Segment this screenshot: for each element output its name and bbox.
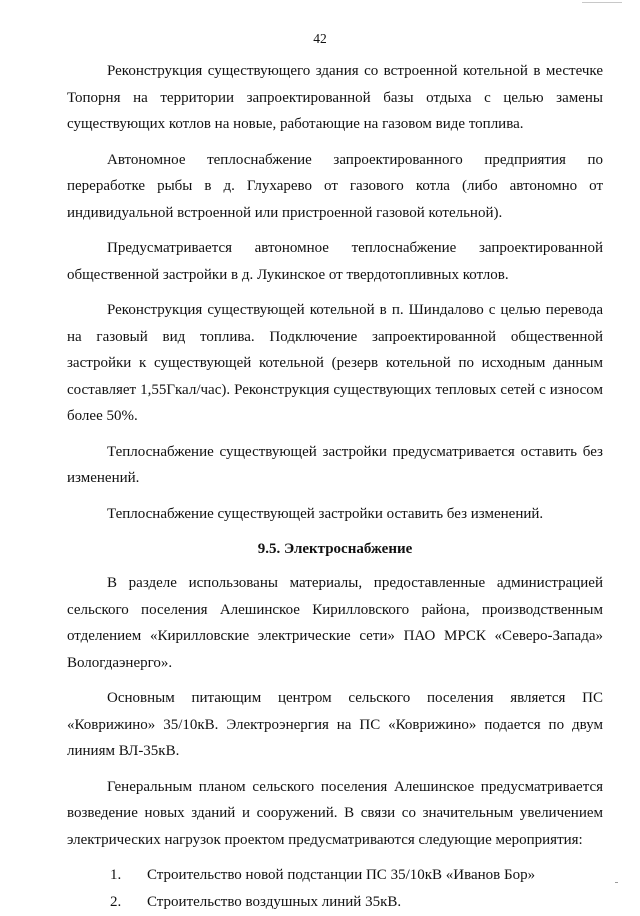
list-item-number: 1.: [110, 867, 122, 883]
paragraph-materials-source: В разделе использованы материалы, предоставленные администрацией сельского поселения Алешинское Кирилловского района, производственным отделением «Кирилловские электрические сети» ПАО МРСК «Северо-Запада» Вологдаэнерго».: [67, 575, 603, 671]
paragraph-shindalovo-boiler: Реконструкция существующей котельной в п. Шиндалово с целью перевода на газовый вид топлива. Подключение запроектированной общественной застройки к существующей котельной (резерв котельной по исходным данным составляет 1,55Гкал/час). Реконструкция существующих тепловых сетей с износом более 50%.: [67, 302, 603, 424]
list-item-text: Строительство воздушных линий 35кВ.: [147, 894, 402, 910]
paragraph-boiler-reconstruction: Реконструкция существующего здания со встроенной котельной в местечке Топорня на территории запроектированной базы отдыха с целью замены существующих котлов на новые, работающие на газовом виде топлива.: [67, 63, 603, 132]
document-body: [67, 58, 603, 916]
list-item: [67, 889, 603, 916]
scan-dot-mark: [615, 882, 618, 883]
paragraph-lukinskoe-heating: Предусматривается автономное теплоснабжение запроектированной общественной застройки в д. Лукинское от твердотопливных котлов.: [67, 240, 603, 283]
paragraph-existing-heating-a: Теплоснабжение существующей застройки предусматривается оставить без изменений.: [67, 443, 603, 486]
paragraph-general-plan: Генеральным планом сельского поселения Алешинское предусматривается возведение новых зданий и сооружений. В связи со значительным увеличением электрических нагрузок проектом предусматриваются следующие мероприятия:: [67, 778, 603, 848]
scan-edge-mark: [582, 0, 622, 3]
list-item: [67, 862, 603, 889]
section-heading: 9.5. Электроснабжение: [257, 541, 413, 557]
list-item-text: Строительство новой подстанции ПС 35/10кВ «Иванов Бор»: [147, 867, 536, 883]
page-number: 42: [313, 31, 327, 46]
measures-list: [67, 862, 603, 916]
paragraph-power-center: Основным питающим центром сельского поселения является ПС «Коврижино» 35/10кВ. Электроэнергия на ПС «Коврижино» подается по двум линиям ВЛ-35кВ.: [67, 690, 603, 759]
paragraph-existing-heating-b: Теплоснабжение существующей застройки оставить без изменений.: [107, 505, 544, 522]
paragraph-fish-plant-heating: Автономное теплоснабжение запроектированного предприятия по переработке рыбы в д. Глухарево от газового котла (либо автономно от индивидуальной встроенной или пристроенной газовой котельной).: [67, 151, 603, 221]
list-item-number: 2.: [110, 894, 122, 910]
